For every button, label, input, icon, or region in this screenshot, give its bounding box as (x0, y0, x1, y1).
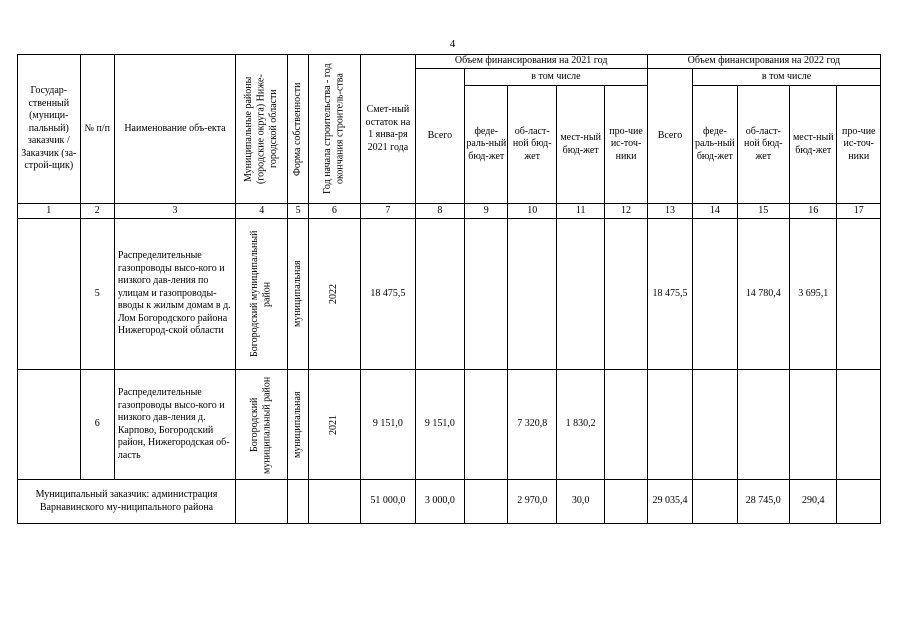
row-total-2022 (647, 370, 692, 480)
col-number: 10 (508, 204, 556, 219)
row-regional-2022: 14 780,4 (737, 219, 789, 370)
col-number: 6 (308, 204, 360, 219)
row-total-2021: 9 151,0 (415, 370, 464, 480)
header-years: Год начала строительства - год окончания строитель-ства (308, 55, 360, 204)
header-total-2021: Всего (415, 69, 464, 204)
col-number: 5 (288, 204, 308, 219)
row-total-2022: 18 475,5 (647, 219, 692, 370)
row-num: 5 (80, 219, 114, 370)
summary-total-2021: 3 000,0 (415, 480, 464, 524)
row-federal-2022 (693, 219, 737, 370)
row-local-2022: 3 695,1 (790, 219, 837, 370)
header-federal-2022: феде-раль-ный бюд-жет (693, 86, 737, 204)
row-federal-2021 (465, 219, 508, 370)
header-ownership: Форма собственности (288, 55, 308, 204)
row-regional-2021 (508, 219, 556, 370)
row-local-2021: 1 830,2 (556, 370, 604, 480)
row-object-name: Распределительные газопроводы высо-кого и низкого дав-ления д. Карпово, Богородский район, Нижегородская об-ласть (114, 370, 235, 480)
header-total-2022: Всего (647, 69, 692, 204)
header-other-2021: про-чие ис-точ-ники (605, 86, 647, 204)
col-number: 15 (737, 204, 789, 219)
header-federal-2021: феде-раль-ный бюд-жет (465, 86, 508, 204)
summary-regional-2021: 2 970,0 (508, 480, 556, 524)
summary-local-2022: 290,4 (790, 480, 837, 524)
header-other-2022: про-чие ис-точ-ники (837, 86, 881, 204)
financing-table (17, 54, 881, 524)
header-incl-2021: в том числе (465, 69, 648, 86)
summary-label: Муниципальный заказчик: администрация Варнавинского му-ниципального района (18, 480, 236, 524)
page-number: 4 (449, 38, 456, 50)
row-other-2022 (837, 370, 881, 480)
row-other-2021 (605, 219, 647, 370)
summary-balance: 51 000,0 (361, 480, 416, 524)
col-number: 14 (693, 204, 737, 219)
summary-row (18, 480, 881, 524)
table-row (18, 370, 881, 480)
summary-other-2022 (837, 480, 881, 524)
col-number: 12 (605, 204, 647, 219)
row-other-2021 (605, 370, 647, 480)
row-district: Богородский муниципальный район (236, 219, 288, 370)
header-fin-2021: Объем финансирования на 2021 год (415, 55, 647, 69)
col-number: 4 (236, 204, 288, 219)
row-ownership: муниципальная (288, 219, 308, 370)
summary-district (236, 480, 288, 524)
column-number-row (18, 204, 881, 219)
summary-local-2021: 30,0 (556, 480, 604, 524)
col-number: 11 (556, 204, 604, 219)
table-row (18, 219, 881, 370)
header-balance: Смет-ный остаток на 1 янва-ря 2021 года (361, 55, 416, 204)
header-local-2021: мест-ный бюд-жет (556, 86, 604, 204)
row-ownership: муниципальная (288, 370, 308, 480)
col-number: 9 (465, 204, 508, 219)
col-number: 1 (18, 204, 81, 219)
col-number: 13 (647, 204, 692, 219)
row-customer (18, 370, 81, 480)
row-federal-2021 (465, 370, 508, 480)
header-object-name: Наименование объ-екта (114, 55, 235, 204)
col-number: 8 (415, 204, 464, 219)
row-customer (18, 219, 81, 370)
summary-ownership (288, 480, 308, 524)
col-number: 3 (114, 204, 235, 219)
row-years: 2022 (308, 219, 360, 370)
row-balance: 9 151,0 (361, 370, 416, 480)
summary-federal-2021 (465, 480, 508, 524)
header-incl-2022: в том числе (693, 69, 881, 86)
row-balance: 18 475,5 (361, 219, 416, 370)
row-local-2022 (790, 370, 837, 480)
row-regional-2022 (737, 370, 789, 480)
row-district: Богородский муниципальный район (236, 370, 288, 480)
header-district: Муниципальные районы (городские округа) Ниже-городской области (236, 55, 288, 204)
col-number: 2 (80, 204, 114, 219)
header-fin-2022: Объем финансирования на 2022 год (647, 55, 880, 69)
row-regional-2021: 7 320,8 (508, 370, 556, 480)
summary-regional-2022: 28 745,0 (737, 480, 789, 524)
row-object-name: Распределительные газопроводы высо-кого и низкого дав-ления по улицам и газопроводы-вводы к жилым домам в д. Лом Богородского района Нижегород-ской области (114, 219, 235, 370)
header-num: № п/п (80, 55, 114, 204)
row-num: 6 (80, 370, 114, 480)
summary-federal-2022 (693, 480, 737, 524)
col-number: 16 (790, 204, 837, 219)
header-regional-2022: об-ласт-ной бюд-жет (737, 86, 789, 204)
summary-total-2022: 29 035,4 (647, 480, 692, 524)
col-number: 17 (837, 204, 881, 219)
row-local-2021 (556, 219, 604, 370)
row-years: 2021 (308, 370, 360, 480)
col-number: 7 (361, 204, 416, 219)
row-other-2022 (837, 219, 881, 370)
header-customer: Государ-ственный (муници-пальный) заказчик / Заказчик (за-строй-щик) (18, 55, 81, 204)
summary-years (308, 480, 360, 524)
row-federal-2022 (693, 370, 737, 480)
header-local-2022: мест-ный бюд-жет (790, 86, 837, 204)
row-total-2021 (415, 219, 464, 370)
summary-other-2021 (605, 480, 647, 524)
header-regional-2021: об-ласт-ной бюд-жет (508, 86, 556, 204)
